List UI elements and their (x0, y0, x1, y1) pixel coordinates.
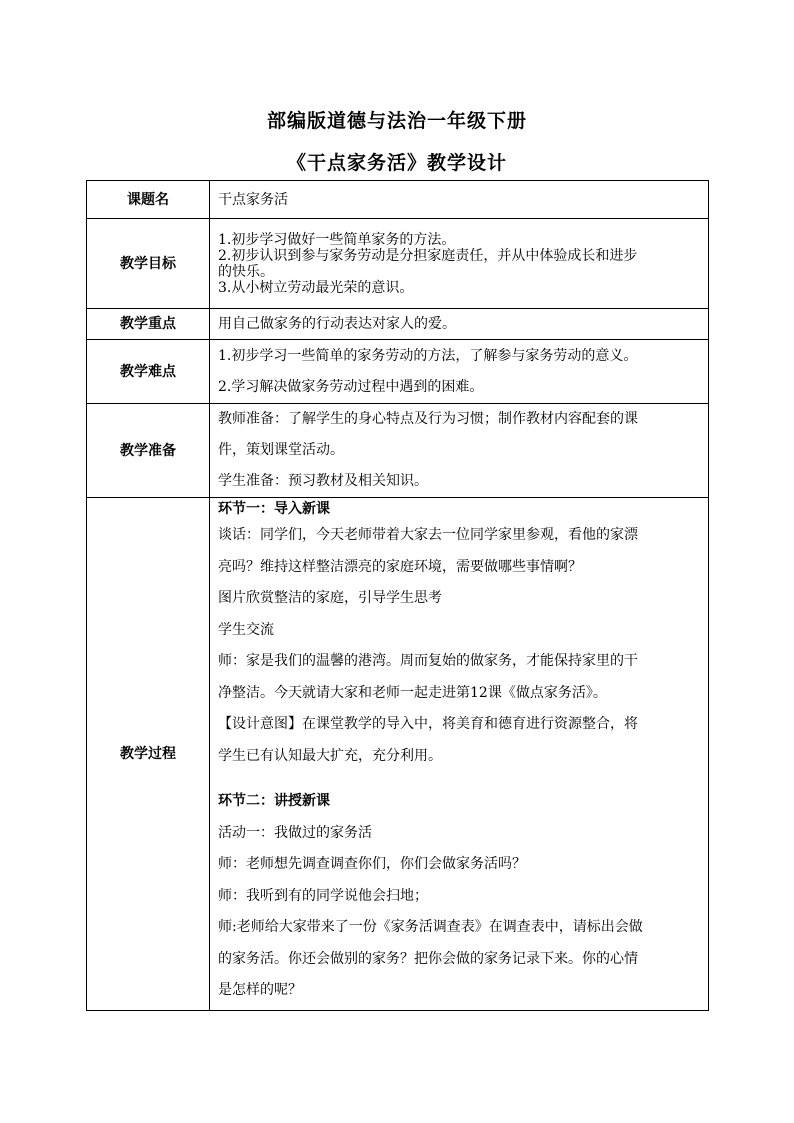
table-row-objectives (87, 219, 709, 309)
process-line: 活动一：我做过的家务活 (218, 824, 372, 841)
table-row-key-points (87, 309, 709, 340)
row-label-process: 教学过程 (87, 498, 210, 1011)
row-label-preparation: 教学准备 (87, 404, 210, 498)
row-value-process (210, 498, 709, 1011)
row-value-preparation (210, 404, 709, 498)
process-line: 学生已有认知最大扩充，充分利用。 (218, 747, 442, 764)
process-line: 亮吗？维持这样整洁漂亮的家庭环境，需要做哪些事情啊？ (218, 558, 582, 575)
document-title: 部编版道德与法治一年级下册 (266, 110, 527, 132)
row-label-topic: 课题名 (87, 181, 210, 219)
process-line: 师：我听到有的同学说他会扫地； (218, 887, 428, 904)
row-value-objectives (210, 219, 709, 309)
section-heading: 环节二：讲授新课 (218, 793, 330, 809)
objective-line: 2.初步认识到参与家务劳动是分担家庭责任，并从中体验成长和进步 (218, 247, 638, 264)
document-subtitle: 《干点家务活》教学设计 (286, 152, 507, 174)
process-line: 师：家是我们的温馨的港湾。周而复始的做家务，才能保持家里的干 (218, 653, 638, 669)
process-line: 学生交流 (218, 621, 274, 638)
row-label-objectives: 教学目标 (87, 219, 210, 309)
process-line: 图片欣赏整洁的家庭，引导学生思考 (218, 590, 442, 606)
process-line: 净整洁。今天就请大家和老师一起走进第12课《做点家务活》。 (218, 684, 607, 701)
section-heading: 环节一：导入新课 (218, 501, 330, 517)
objective-line: 的快乐。 (218, 263, 274, 280)
objective-line: 1.初步学习做好一些简单家务的方法。 (218, 231, 456, 248)
table-row-preparation (87, 404, 709, 498)
difficulty-line: 1.初步学习一些简单的家务劳动的方法，了解参与家务劳动的意义。 (218, 347, 638, 364)
section-spacer (218, 772, 702, 786)
lesson-plan-table (86, 180, 709, 1011)
row-label-key-points: 教学重点 (87, 309, 210, 340)
process-line: 【设计意图】在课堂教学的导入中，将美育和德育进行资源整合，将 (218, 716, 638, 732)
preparation-line: 件，策划课堂活动。 (218, 442, 344, 458)
difficulty-line: 2.学习解决做家务劳动过程中遇到的困难。 (218, 378, 484, 395)
row-label-difficulties: 教学难点 (87, 340, 210, 404)
process-line: 是怎样的呢？ (218, 982, 302, 998)
process-line: 谈话：同学们，今天老师带着大家去一位同学家里参观，看他的家漂 (218, 527, 638, 543)
table-row-topic (87, 181, 709, 219)
process-line: 的家务活。你还会做别的家务？把你会做的家务记录下来。你的心情 (218, 950, 638, 967)
preparation-line: 教师准备：了解学生的身心特点及行为习惯；制作教材内容配套的课 (218, 411, 638, 427)
process-line: 师:老师给大家带来了一份《家务活调查表》在调查表中，请标出会做 (218, 919, 643, 935)
preparation-line: 学生准备：预习教材及相关知识。 (218, 473, 428, 489)
process-line: 师：老师想先调查调查你们，你们会做家务活吗？ (218, 856, 526, 872)
table-row-process (87, 498, 709, 1011)
row-value-key-points: 用自己做家务的行动表达对家人的爱。 (210, 309, 709, 340)
objective-line: 3.从小树立劳动最光荣的意识。 (218, 279, 414, 296)
row-value-topic: 干点家务活 (210, 181, 709, 219)
table-row-difficulties (87, 340, 709, 404)
row-value-difficulties (210, 340, 709, 404)
